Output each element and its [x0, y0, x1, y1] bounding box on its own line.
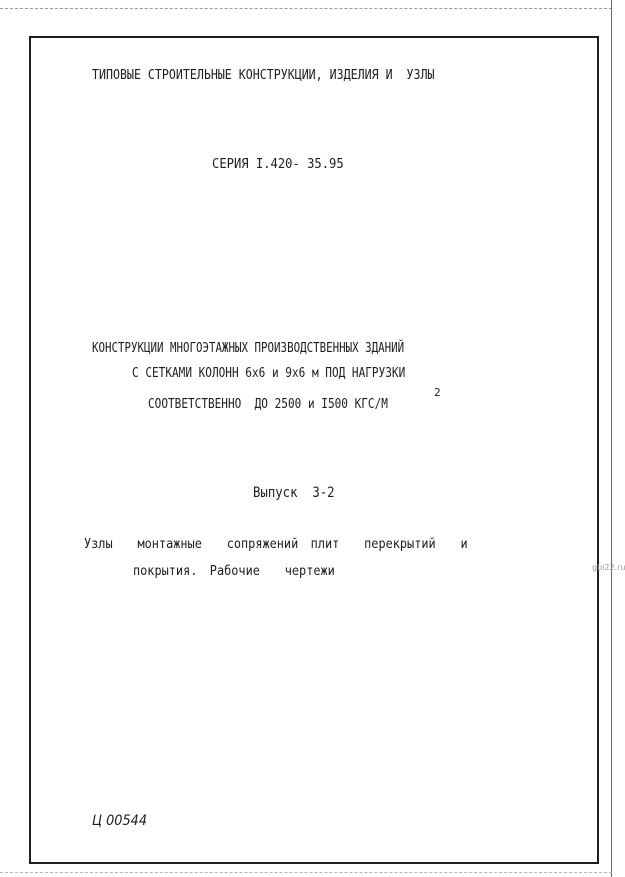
- archive-stamp: Ц 00544: [92, 813, 148, 829]
- description-line-2: покрытия. Рабочие чертежи: [133, 563, 335, 579]
- unit-superscript: 2: [434, 386, 441, 399]
- page-edge-top: [0, 8, 612, 9]
- document-header: ТИПОВЫЕ СТРОИТЕЛЬНЫЕ КОНСТРУКЦИИ, ИЗДЕЛИЯ И УЗЛЫ: [92, 67, 435, 83]
- issue-number: Выпуск 3-2: [253, 485, 335, 501]
- title-line-3: СООТВЕТСТВЕННО ДО 2500 и I500 КГС/М: [148, 396, 388, 412]
- page-edge-bottom: [0, 872, 612, 873]
- watermark-text: gbi22.ru: [592, 563, 625, 572]
- description-line-1: Узлы монтажные сопряжений плит перекрытий и: [84, 536, 468, 552]
- title-line-2: С СЕТКАМИ КОЛОНН 6х6 и 9х6 м ПОД НАГРУЗКИ: [132, 365, 406, 381]
- page-edge-right: [611, 0, 612, 877]
- series-number: СЕРИЯ I.420- 35.95: [212, 156, 344, 172]
- title-line-1: КОНСТРУКЦИИ МНОГОЭТАЖНЫХ ПРОИЗВОДСТВЕННЫХ ЗДАНИЙ: [92, 340, 405, 356]
